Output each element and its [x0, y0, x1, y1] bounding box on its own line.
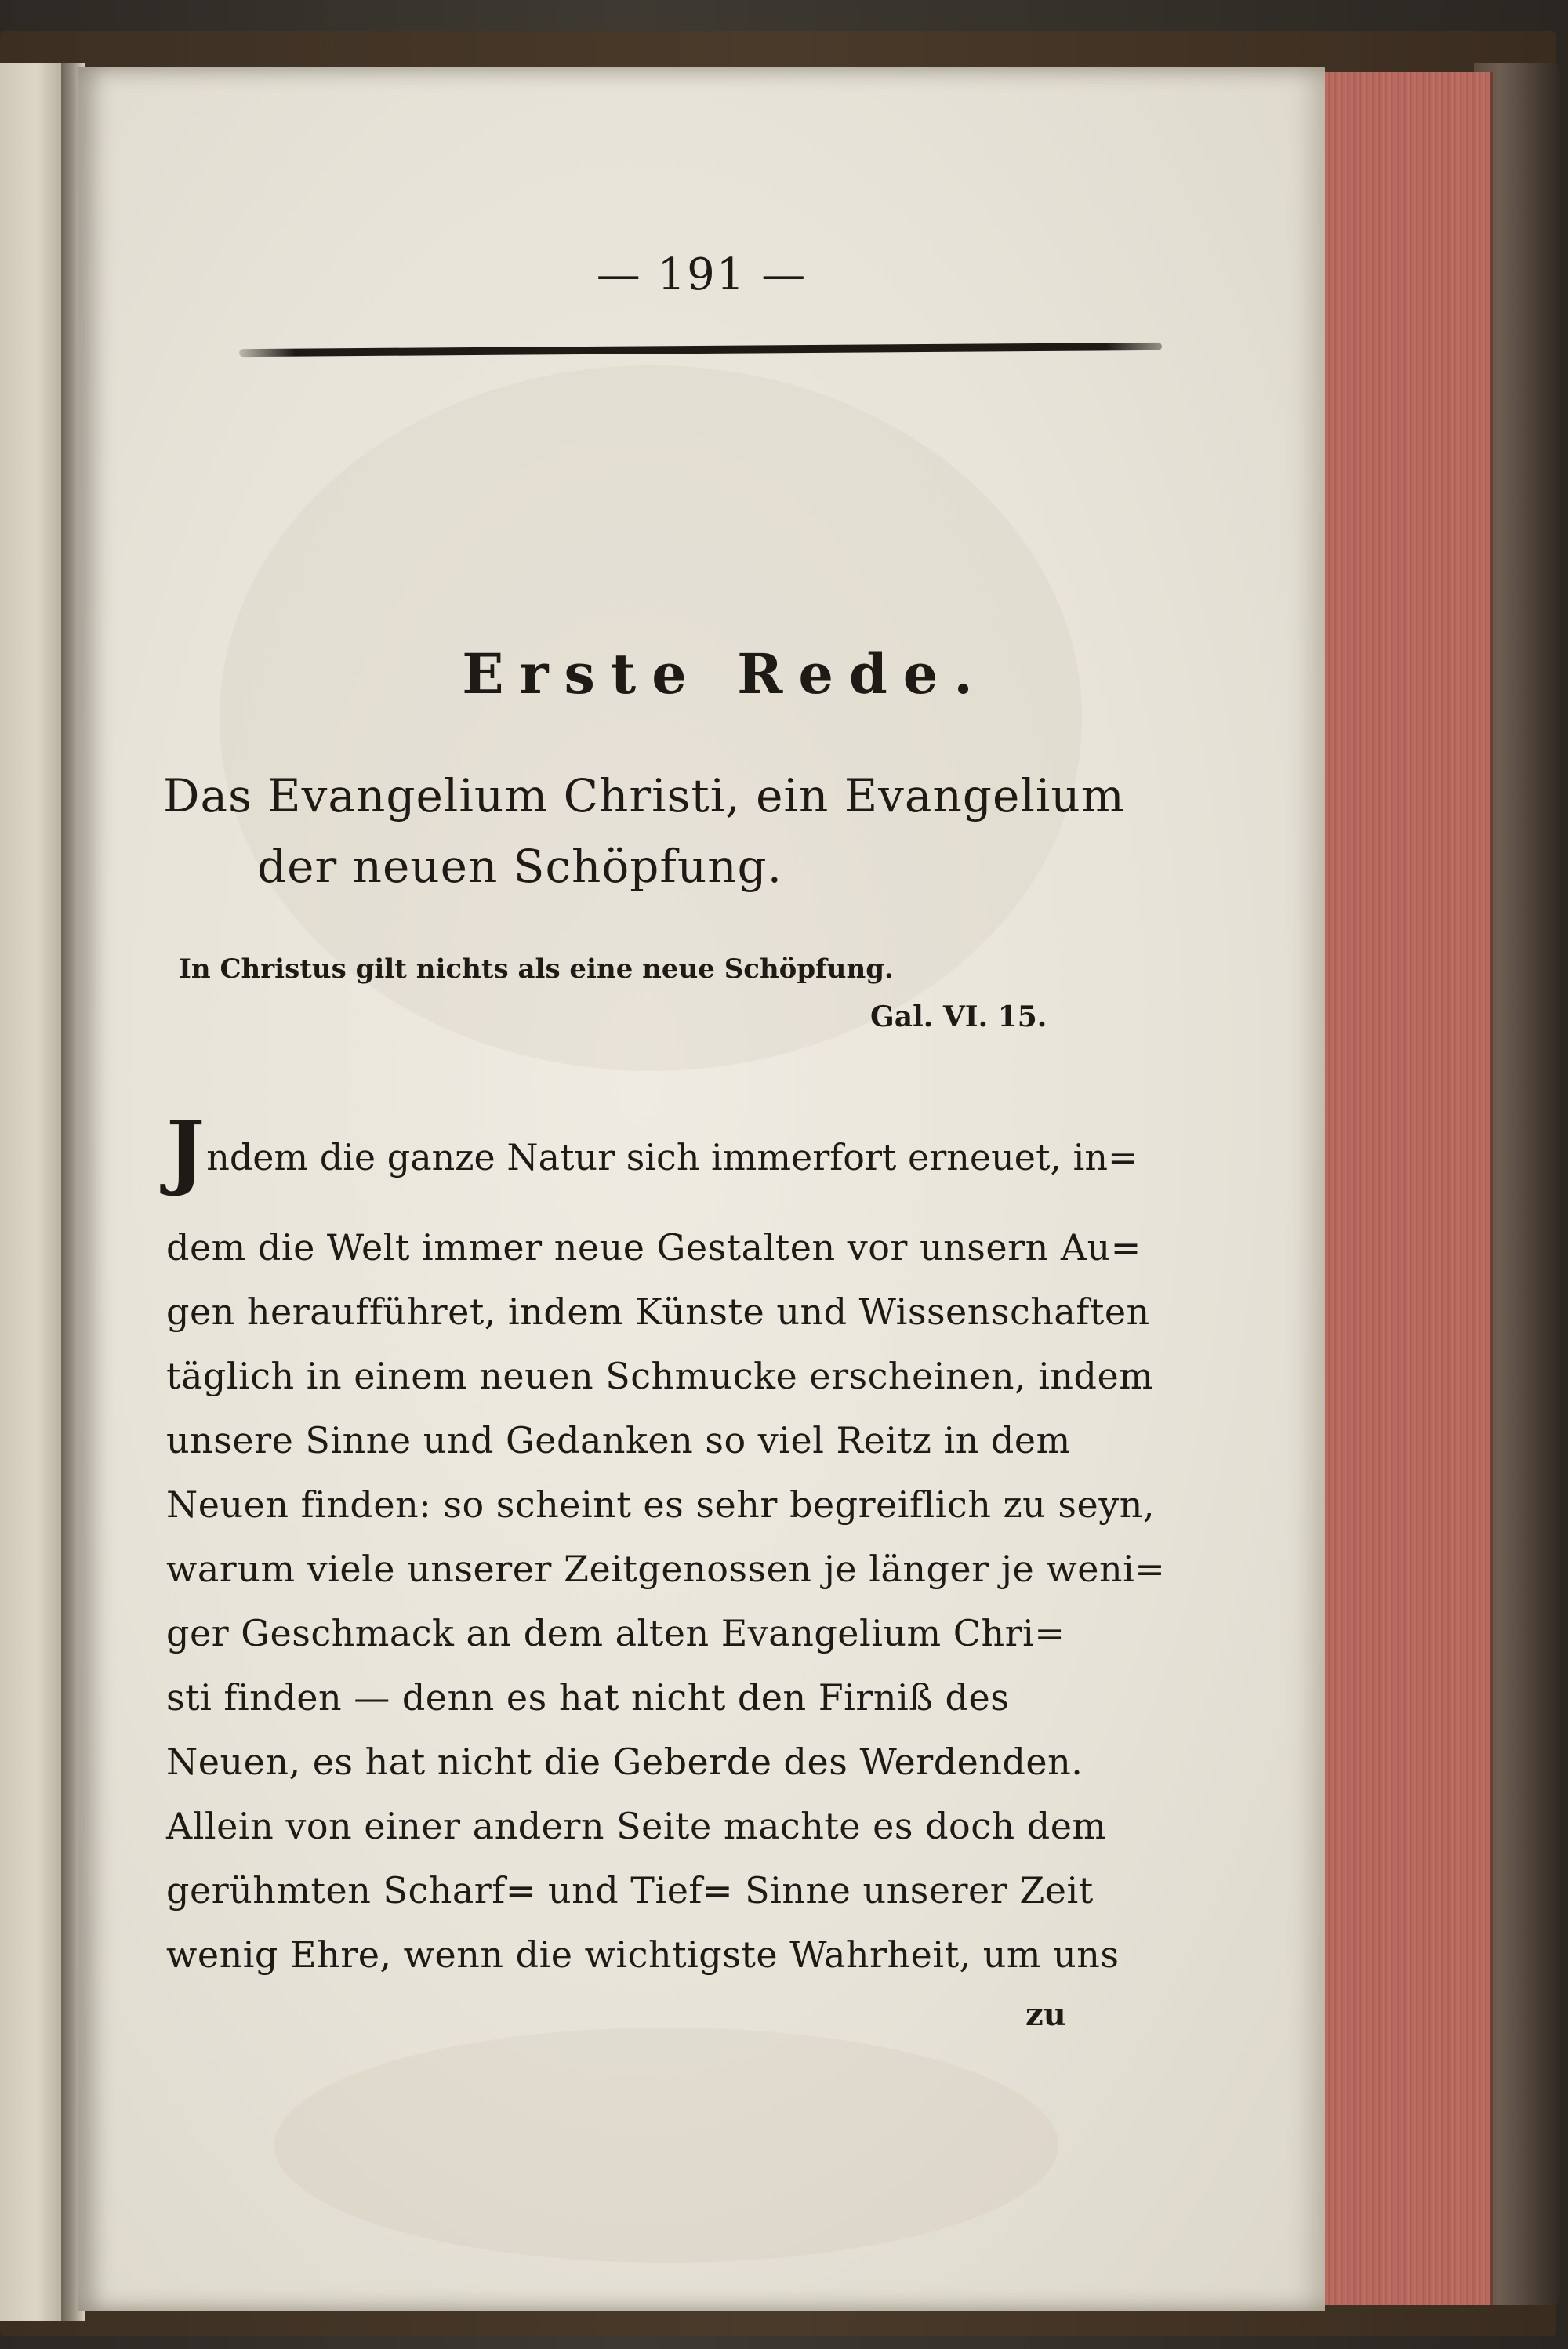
drop-cap: J	[166, 1102, 205, 1199]
page-block-edges	[1325, 72, 1493, 2305]
body-line: täglich in einem neuen Schmucke erscheinen, indem	[166, 1355, 1154, 1397]
facing-page-edge	[0, 63, 61, 2321]
body-first-line-text: ndem die ganze Natur sich immerfort erneuet, in=	[206, 1136, 1138, 1178]
body-first-line	[166, 1102, 1138, 1199]
body-line: warum viele unserer Zeitgenossen je länger je weni=	[166, 1548, 1166, 1590]
sermon-title-line-2: der neuen Schöpfung.	[257, 840, 783, 893]
body-line: Neuen, es hat nicht die Geberde des Werdenden.	[166, 1741, 1083, 1783]
page-number: — 191 —	[596, 249, 808, 300]
body-line: unsere Sinne und Gedanken so viel Reitz in dem	[166, 1419, 1071, 1461]
body-line: ger Geschmack an dem alten Evangelium Chri=	[166, 1612, 1065, 1654]
epigraph-quote: In Christus gilt nichts als eine neue Schöpfung.	[179, 953, 894, 985]
book-page	[78, 67, 1325, 2311]
catchword: zu	[1025, 1996, 1066, 2033]
body-line: Neuen finden: so scheint es sehr begreiflich zu seyn,	[166, 1483, 1155, 1526]
body-line: sti finden — denn es hat nicht den Firniß des	[166, 1676, 1010, 1719]
header-rule	[239, 343, 1162, 357]
body-line: wenig Ehre, wenn die wichtigste Wahrheit, um uns	[166, 1933, 1120, 1976]
section-heading: Erste Rede.	[462, 641, 989, 706]
body-line: gen heraufführet, indem Künste und Wissenschaften	[166, 1291, 1150, 1333]
body-line: dem die Welt immer neue Gestalten vor unsern Au=	[166, 1226, 1142, 1269]
sermon-title-line-1: Das Evangelium Christi, ein Evangelium	[163, 769, 1125, 822]
epigraph-citation: Gal. VI. 15.	[870, 1000, 1047, 1033]
bleed-through-shadow	[274, 2028, 1058, 2263]
body-line: gerühmten Scharf= und Tief= Sinne unserer Zeit	[166, 1869, 1094, 1912]
body-line: Allein von einer andern Seite machte es doch dem	[166, 1805, 1107, 1847]
